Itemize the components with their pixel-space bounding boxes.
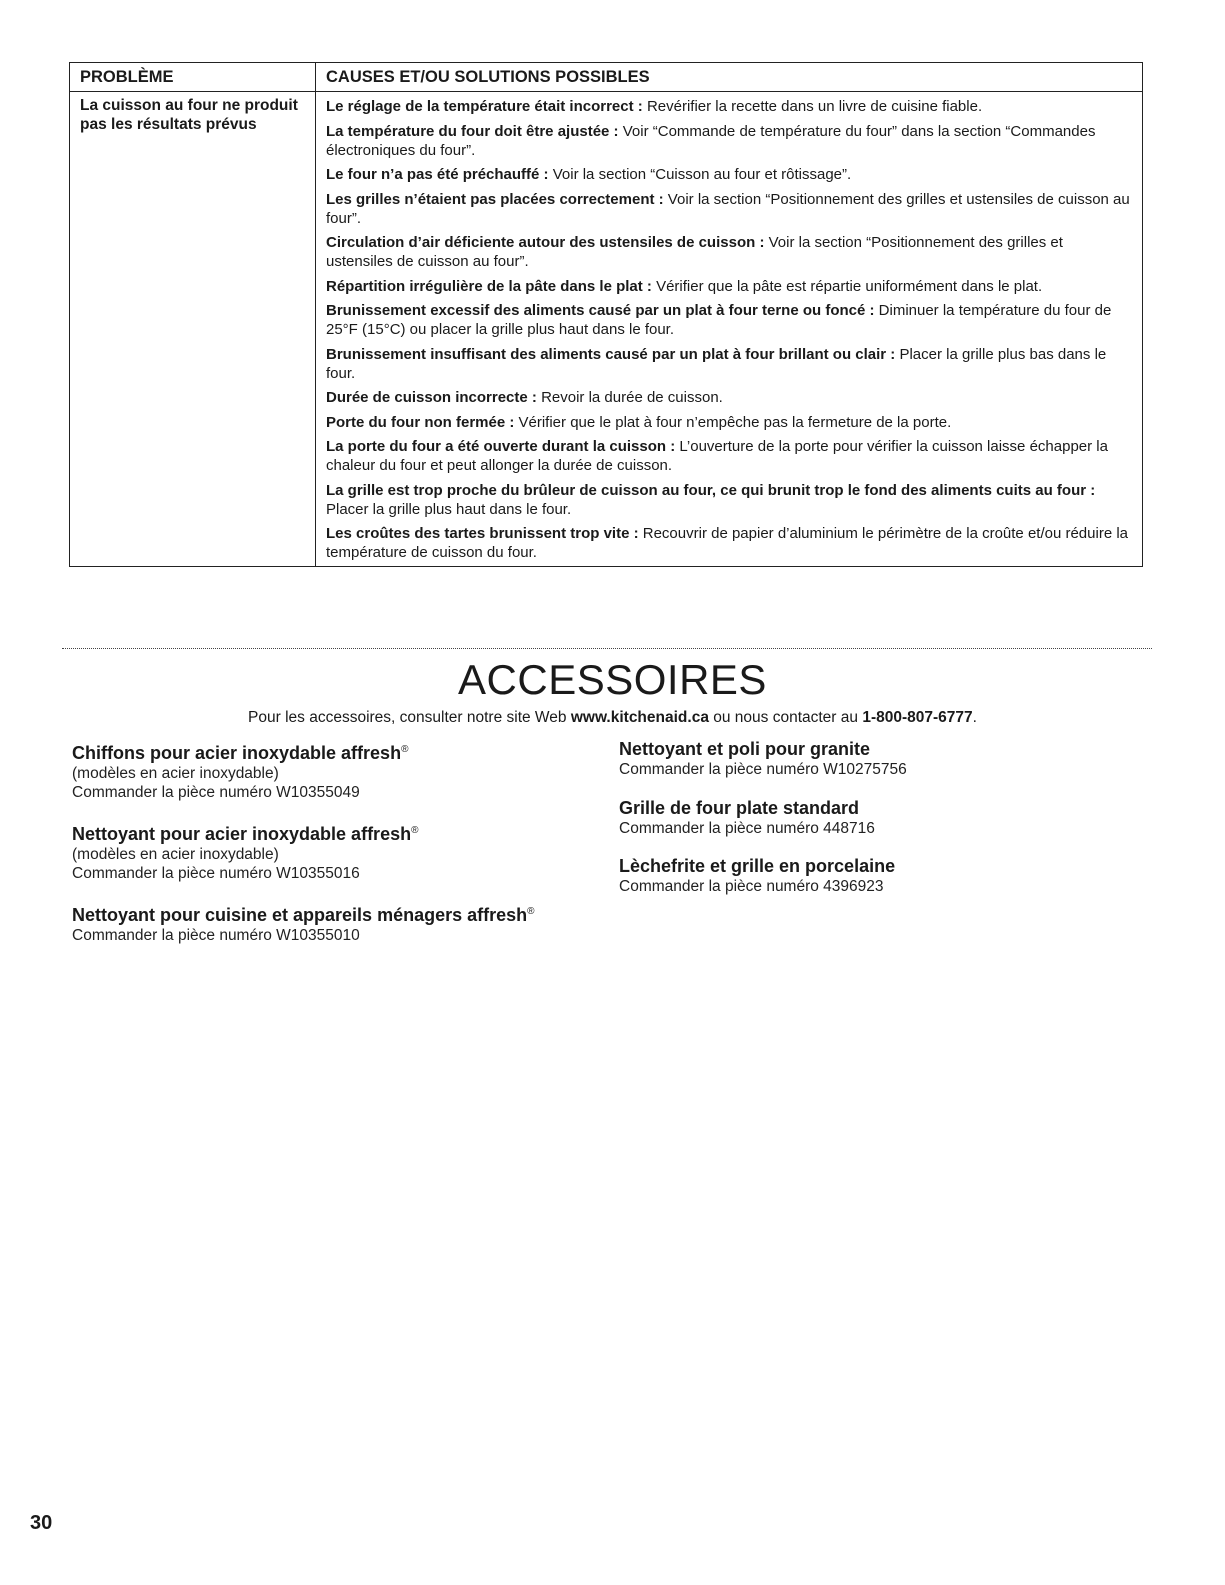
cause-title: La température du four doit être ajustée : xyxy=(326,122,619,140)
accessories-intro xyxy=(0,709,1225,727)
accessory-part-number: Commander la pièce numéro W10355010 xyxy=(72,927,360,944)
cause-item xyxy=(326,165,1132,184)
intro-suffix: . xyxy=(972,709,977,726)
accessory-item xyxy=(619,738,1139,780)
cause-item xyxy=(326,97,1132,116)
accessory-part-number: Commander la pièce numéro W10355049 xyxy=(72,783,360,801)
cause-item xyxy=(326,301,1132,339)
accessory-name: Nettoyant pour cuisine et appareils ménagers affresh xyxy=(72,905,528,925)
header-causes: CAUSES ET/OU SOLUTIONS POSSIBLES xyxy=(326,68,650,86)
accessory-title: Lèchefrite et grille en porcelaine xyxy=(619,856,896,876)
website-link[interactable]: www.kitchenaid.ca xyxy=(570,709,709,726)
cause-title: Les croûtes des tartes brunissent trop vite : xyxy=(326,525,639,542)
cause-text: Voir la section “Positionnement des grilles et ustensiles de cuisson au four”. xyxy=(326,190,1130,227)
cause-text: Voir “Commande de température du four” dans la section “Commandes électroniques du four”. xyxy=(326,122,1096,159)
accessory-title xyxy=(72,819,592,846)
accessory-part-number: Commander la pièce numéro 4396923 xyxy=(619,878,884,895)
accessory-title xyxy=(72,738,592,765)
cause-item xyxy=(326,233,1132,271)
causes-cell xyxy=(316,92,1143,567)
cause-title: La grille est trop proche du brûleur de cuisson au four, ce qui brunit trop le fond des aliments cuits au four : xyxy=(326,481,1096,499)
cause-text: Recouvrir de papier d’aluminium le périmètre de la croûte et/ou réduire la température de cuisson du four. xyxy=(326,525,1129,561)
cause-text: Placer la grille plus haut dans le four. xyxy=(326,500,572,518)
accessory-name: Chiffons pour acier inoxydable affresh xyxy=(72,743,402,763)
cause-text: Revoir la durée de cuisson. xyxy=(536,389,723,406)
cause-title: Les grilles n’étaient pas placées correctement : xyxy=(326,190,664,208)
cause-text: L’ouverture de la porte pour vérifier la cuisson laisse échapper la chaleur du four et peut allonger la durée de cuisson. xyxy=(326,438,1108,474)
accessory-line: (modèles en acier inoxydable) xyxy=(72,846,279,863)
accessory-item xyxy=(72,819,592,883)
accessory-item xyxy=(619,855,1139,897)
cause-item xyxy=(326,437,1132,475)
cause-text: Vérifier que la pâte est répartie uniformément dans le plat. xyxy=(651,277,1043,295)
intro-prefix: Pour les accessoires, consulter notre site Web xyxy=(248,709,571,726)
cause-title: La porte du four a été ouverte durant la cuisson : xyxy=(326,438,676,455)
cause-item xyxy=(326,413,1132,432)
cause-item xyxy=(326,122,1132,160)
cause-text: Voir la section “Positionnement des grilles et ustensiles de cuisson au four”. xyxy=(326,234,1063,270)
accessories-left-column xyxy=(72,738,592,963)
cause-item xyxy=(326,524,1132,562)
cause-title: Brunissement insuffisant des aliments causé par un plat à four brillant ou clair : xyxy=(326,345,896,363)
cause-item xyxy=(326,190,1132,228)
cause-item xyxy=(326,277,1132,296)
accessory-item xyxy=(72,738,592,802)
cause-text: Diminuer la température du four de 25°F (15°C) ou placer la grille plus haut dans le four. xyxy=(326,302,1112,338)
cause-text: Voir la section “Cuisson au four et rôtissage”. xyxy=(548,166,852,183)
accessory-part-number: Commander la pièce numéro 448716 xyxy=(619,819,875,837)
phone-number: 1-800-807-6777 xyxy=(862,709,973,726)
table-row xyxy=(70,92,1143,567)
table-header-row xyxy=(70,63,1143,92)
accessory-title: Nettoyant et poli pour granite xyxy=(619,739,871,759)
cause-title: Le four n’a pas été préchauffé : xyxy=(326,166,549,183)
accessory-name: Nettoyant pour acier inoxydable affresh xyxy=(72,824,412,844)
cause-title: Le réglage de la température était incorrect : xyxy=(326,98,643,115)
cause-text: Placer la grille plus bas dans le four. xyxy=(326,345,1107,382)
accessory-title: Grille de four plate standard xyxy=(619,797,860,818)
cause-text: Vérifier que le plat à four n’empêche pas la fermeture de la porte. xyxy=(514,413,952,431)
header-problem: PROBLÈME xyxy=(70,63,316,92)
accessory-item xyxy=(619,797,1139,839)
cause-title: Brunissement excessif des aliments causé par un plat à four terne ou foncé : xyxy=(326,302,875,319)
cause-item xyxy=(326,345,1132,383)
page-number: 30 xyxy=(30,1512,53,1534)
registered-mark: ® xyxy=(411,825,419,836)
registered-mark: ® xyxy=(401,744,409,755)
troubleshooting-table xyxy=(69,62,1143,567)
accessory-title xyxy=(72,900,592,927)
cause-title: Durée de cuisson incorrecte : xyxy=(326,389,537,406)
section-divider xyxy=(62,648,1152,649)
cause-title: Porte du four non fermée : xyxy=(326,413,515,431)
accessory-line: (modèles en acier inoxydable) xyxy=(72,765,279,782)
cause-text: Revérifier la recette dans un livre de cuisine fiable. xyxy=(642,98,983,115)
accessory-part-number: Commander la pièce numéro W10275756 xyxy=(619,761,907,778)
accessory-part-number: Commander la pièce numéro W10355016 xyxy=(72,864,360,882)
cause-item xyxy=(326,388,1132,407)
accessories-right-column xyxy=(619,738,1139,914)
cause-title: Circulation d’air déficiente autour des ustensiles de cuisson : xyxy=(326,234,765,251)
problem-cell: La cuisson au four ne produit pas les résultats prévus xyxy=(70,92,316,567)
intro-middle: ou nous contacter au xyxy=(708,709,863,726)
cause-title: Répartition irrégulière de la pâte dans le plat : xyxy=(326,277,652,295)
accessories-title: ACCESSOIRES xyxy=(458,656,767,703)
registered-mark: ® xyxy=(527,906,535,917)
cause-item xyxy=(326,481,1132,519)
accessory-item xyxy=(72,900,592,946)
